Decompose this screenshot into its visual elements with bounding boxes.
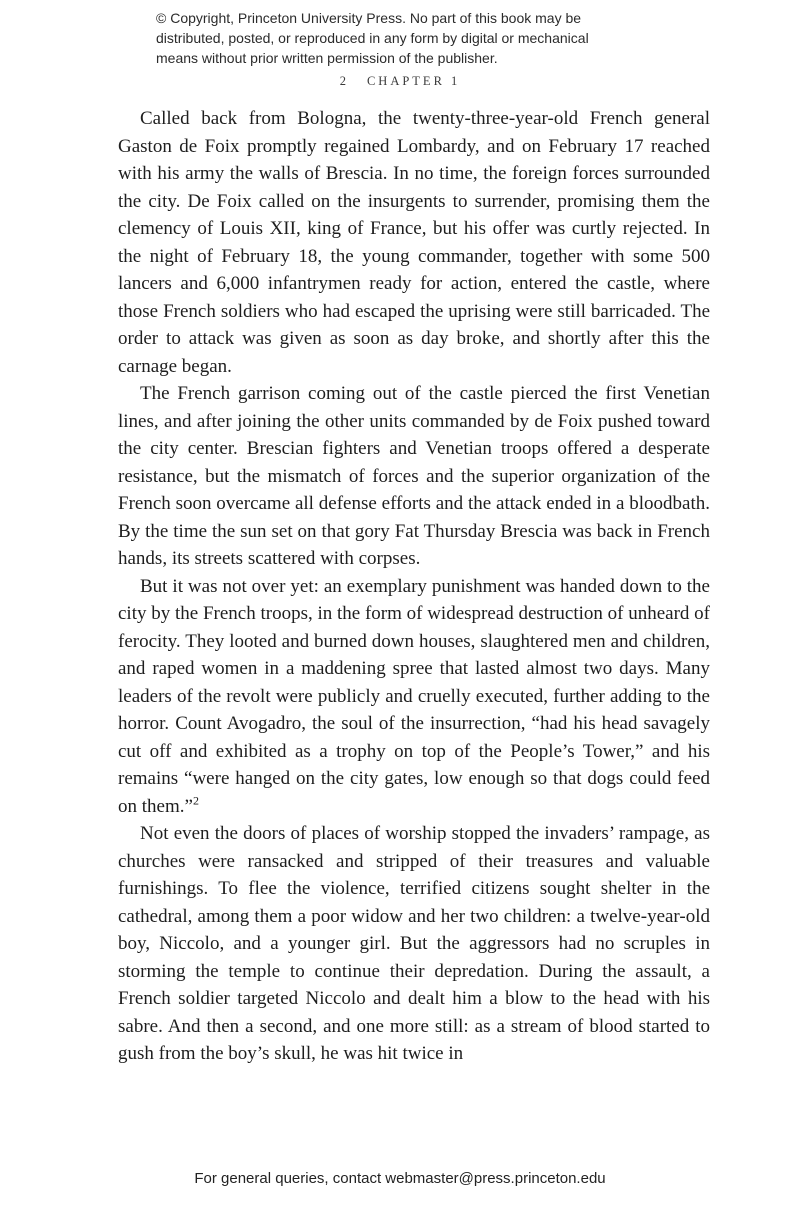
copyright-line-1: © Copyright, Princeton University Press. No part of this book may be — [156, 10, 582, 26]
paragraph-text: The French garrison coming out of the castle pierced the first Venetian lines, and after joining the other units commanded by de Foix pushed toward the city center. Brescian fighters and Venetian troops offered a desperate resistance, but the mismatch of forces and the superior organization of the French soon overcame all defense efforts and the attack ended in a bloodbath. By the time the sun set on that gory Fat Thursday Brescia was back in French hands, its streets scattered with corpses. — [118, 383, 710, 569]
running-head — [0, 74, 800, 89]
paragraph-text: Called back from Bologna, the twenty-three-year-old French general Gaston de Foix promptly regained Lombardy, and on February 17 reached with his army the walls of Brescia. In no time, the foreign forces surrounded the city. De Foix called on the insurgents to surrender, promising them the clemency of Louis XII, king of France, but his offer was curtly rejected. In the night of February 18, the young commander, together with some 500 lancers and 6,000 infantrymen ready for action, entered the castle, where those French soldiers who had escaped the uprising were still barricaded. The order to attack was given as soon as day broke, and shortly after this the carnage began. — [118, 108, 710, 377]
chapter-body — [118, 105, 710, 1068]
contact-line: For general queries, contact webmaster@press.princeton.edu — [194, 1170, 606, 1187]
paragraph-text: But it was not over yet: an exemplary punishment was handed down to the city by the French troops, in the form of widespread destruction of unheard of ferocity. They looted and burned down houses, slaughtered men and children, and raped women in a maddening spree that lasted almost two days. Many leaders of the revolt were publicly and cruelly executed, further adding to the horror. Count Avogadro, the soul of the insurrection, “had his head savagely cut off and exhibited as a trophy on top of the People’s Tower,” and his remains “were hanged on the city gates, low enough so that dogs could feed on them.” — [118, 575, 711, 817]
paragraph — [118, 820, 710, 1068]
copyright-line-2: distributed, posted, or reproduced in any form by digital or mechanical — [156, 30, 589, 46]
page-number: 2 — [339, 74, 349, 88]
copyright-line-3: means without prior written permission of the publisher. — [156, 50, 498, 66]
footnote-reference: 2 — [192, 793, 199, 808]
queries-footer — [0, 1170, 800, 1187]
copyright-notice — [156, 8, 636, 68]
paragraph — [118, 380, 710, 573]
paragraph — [118, 105, 710, 380]
chapter-label: CHAPTER 1 — [366, 74, 461, 88]
paragraph — [118, 573, 710, 821]
paragraph-text: Not even the doors of places of worship stopped the invaders’ rampage, as churches were ransacked and stripped of their treasures and valuable furnishings. To flee the violence, terrified citizens sought shelter in the cathedral, among them a poor widow and her two children: a twelve-year-old boy, Niccolo, and a younger girl. But the aggressors had no scruples in storming the temple to continue their depredation. During the assault, a French soldier targeted Niccolo and dealt him a blow to the head with his sabre. And then a second, and one more still: as a stream of blood started to gush from the boy’s skull, he was hit twice in — [118, 823, 710, 1064]
